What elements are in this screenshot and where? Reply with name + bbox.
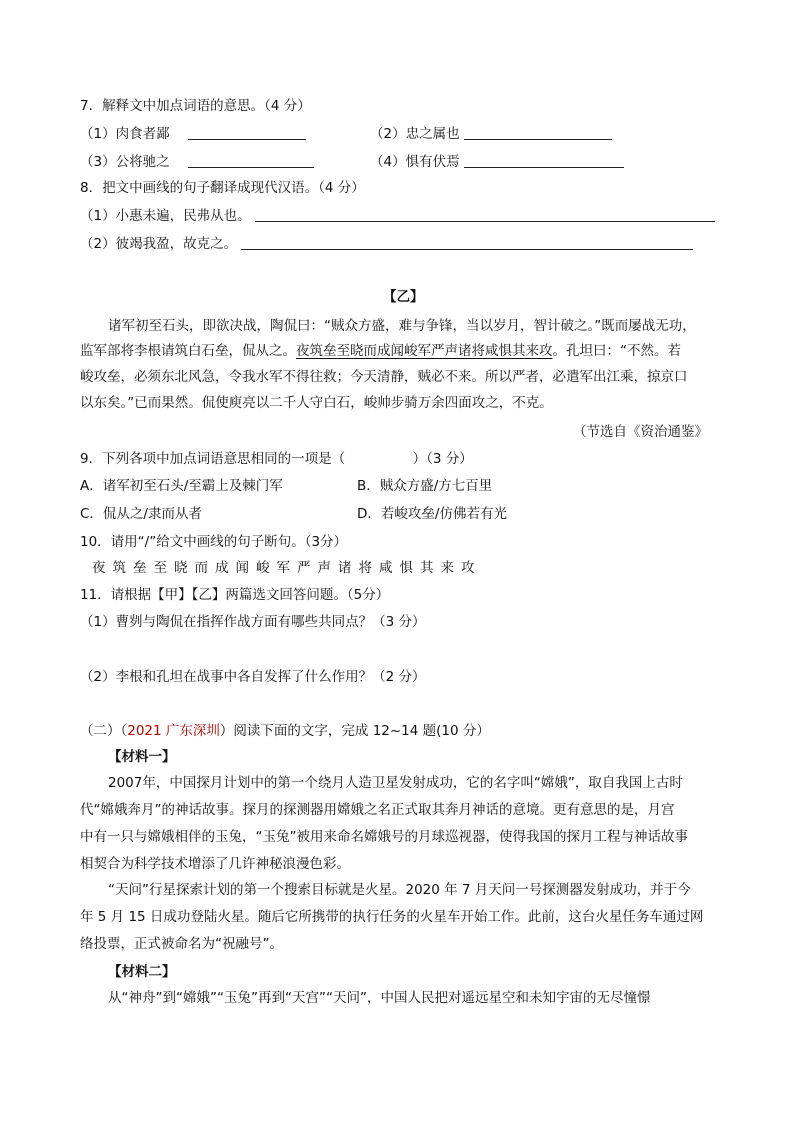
q10-sentence: 夜筑垒至晓而成闻峻军严声诸将咸惧其来攻 [92,560,482,576]
passage-line: 峻攻垒，必须东北风急，令我水军不得往救；今天清静，贼必不来。所以严者，必遣军出江乘，掠京口 [80,369,688,385]
passage-text: 监军部将李根请筑白石垒，侃从之。 [80,343,296,359]
answer-blank[interactable] [255,207,715,222]
material-1-line: 年 5 月 15 日成功登陆火星。随后它所携带的执行任务的火星车开始工作。此前，这台火星任务车通过网 [80,909,704,925]
q9-option-c[interactable]: C．侃从之/隶而从者 [80,506,202,522]
passage-source: （节选自《资治通鉴》 [573,424,708,440]
q8-title: 8．把文中画线的句子翻译成现代汉语。（4 分） [80,180,365,196]
part2-suffix: ）阅读下面的文字，完成 12~14 题(10 分） [219,723,490,739]
material-1-line: 代“嫦娥奔月”的神话故事。探月的探测器用嫦娥之名正式取其奔月神话的意境。更有意思的是，月宫 [80,802,675,818]
q10-title: 10．请用“/”给文中画线的句子断句。（3分） [80,534,348,550]
q9-option-b[interactable]: B．贼众方盛/方七百里 [357,478,493,494]
q7-item-4 [370,152,624,172]
material-1-line: 相契合为科学技术增添了几许神秘浪漫色彩。 [80,856,350,872]
material-1-line: 2007年，中国探月计划中的第一个绕月人造卫星发射成功，它的名字叫“嫦娥”，取自我国上古时 [108,775,683,791]
q11-title: 11．请根据【甲】【乙】两篇选文回答问题。（5分） [80,587,390,603]
part2-source: 2021 广东深圳 [127,723,220,739]
answer-blank[interactable] [188,153,314,168]
answer-blank[interactable] [241,235,693,250]
underlined-sentence: 夜筑垒至晓而成闻峻军严声诸将咸惧其来攻 [296,343,553,359]
q11-sub-2: （2）李根和孔坦在战事中各自发挥了什么作用？（2 分） [80,669,426,685]
material-1-line: 络投票，正式被命名为“祝融号”。 [80,936,283,952]
q9-option-d[interactable]: D．若峻攻垒/仿佛若有光 [357,506,507,522]
q8-item-2 [80,234,693,254]
q8-item-1-label: （1）小惠未遍，民弗从也。 [80,208,251,224]
passage-line [80,341,681,361]
q7-item-2-label: （2）忠之属也 [370,126,460,142]
q7-item-1 [80,124,306,144]
passage-line: 诸军初至石头，即欲决战，陶侃曰：“贼众方盛，难与争锋，当以岁月，智计破之。”既而屡战无功， [108,318,696,334]
passage-text: 。孔坦曰：“不然。若 [552,343,681,359]
answer-blank[interactable] [464,153,624,168]
material-1-heading: 【材料一】 [108,749,176,765]
q7-item-3 [80,152,314,172]
q8-item-2-label: （2）彼竭我盈，故克之。 [80,236,238,252]
part2-prefix: （二）（ [80,723,128,739]
part2-header [80,721,490,741]
answer-blank[interactable] [188,125,306,140]
q7-item-2 [370,124,612,144]
q7-item-4-label: （4）惧有伏焉 [370,154,460,170]
q8-item-1 [80,206,715,226]
material-1-line: “天问”行星探索计划的第一个搜索目标就是火星。2020 年 7 月天问一号探测器发射成功，并于今 [108,882,691,898]
q7-item-1-label: （1）肉食者鄙 [80,126,170,142]
passage-line: 以东矣。”已而果然。侃使庾亮以二千人守白石，峻帅步骑万余四面攻之，不克。 [80,395,553,411]
material-2-line: 从“神舟”到“嫦娥”“玉兔”再到“天宫”“天问”，中国人民把对遥远星空和未知宇宙的无尽憧憬 [108,990,651,1006]
q11-sub-1: （1）曹刿与陶侃在指挥作战方面有哪些共同点？（3 分） [80,614,426,630]
section-heading-yi: 【乙】 [383,289,424,305]
q9-option-a[interactable]: A．诸军初至石头/至霸上及棘门军 [80,478,283,494]
material-2-heading: 【材料二】 [108,964,176,980]
answer-blank[interactable] [464,125,612,140]
material-1-line: 中有一只与嫦娥相伴的玉兔，“玉兔”被用来命名嫦娥号的月球巡视器，使得我国的探月工程与神话故事 [80,829,688,845]
q7-title: 7．解释文中加点词语的意思。（4 分） [80,98,311,114]
q7-item-3-label: （3）公将驰之 [80,154,170,170]
q9-title: 9．下列各项中加点词语意思相同的一项是（ ）（3 分） [80,451,473,467]
